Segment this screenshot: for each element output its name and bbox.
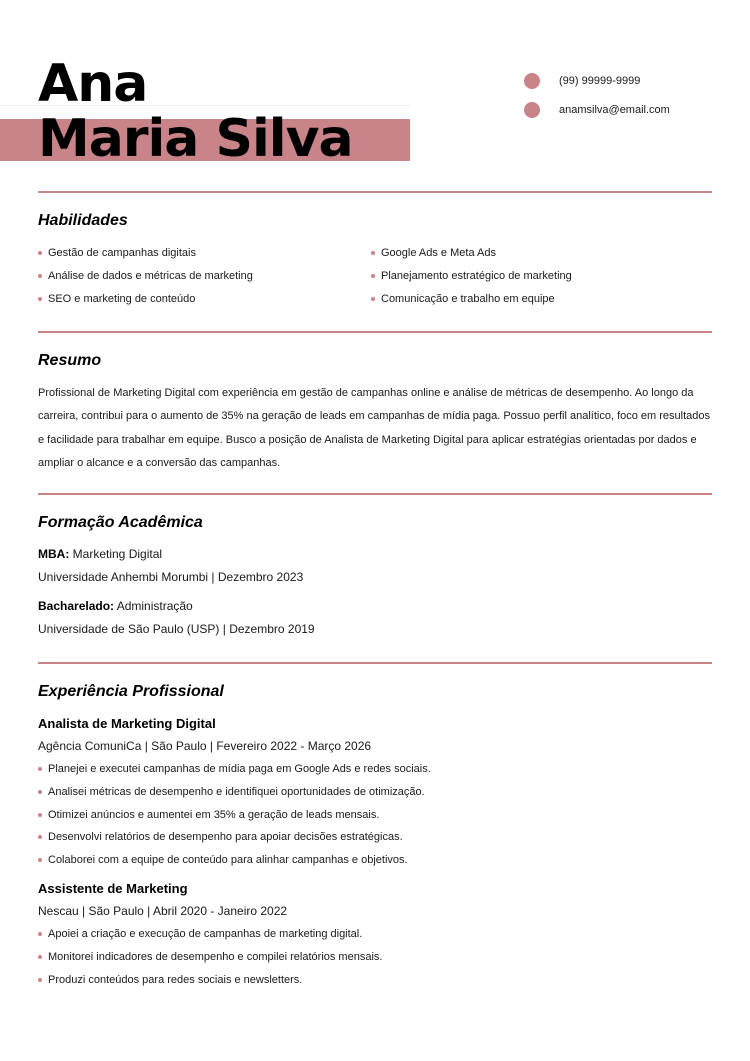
job-bullets — [38, 923, 712, 991]
education-title: Formação Acadêmica — [38, 514, 203, 531]
job-meta: Nescau | São Paulo | Abril 2020 - Janeiro 2022 — [38, 904, 288, 918]
bullet-icon — [38, 835, 42, 839]
list-item: Apoiei a criação e execução de campanhas de marketing digital. — [38, 923, 712, 946]
last-name: Maria Silva — [38, 109, 353, 169]
degree: MBA: Marketing Digital — [38, 547, 163, 561]
bullet-icon — [38, 955, 42, 959]
institution: Universidade de São Paulo (USP) | Dezembro 2019 — [38, 622, 315, 636]
skill-item: Google Ads e Meta Ads — [371, 244, 572, 267]
phone-text: (99) 99999-9999 — [559, 74, 641, 87]
skill-item: SEO e marketing de conteúdo — [38, 290, 253, 313]
job-title: Analista de Marketing Digital — [38, 716, 216, 731]
contact-email — [524, 95, 670, 124]
bullet-icon — [38, 297, 42, 301]
skills-column-left — [38, 244, 253, 313]
job-meta: Agência ComuniCa | São Paulo | Fevereiro 2022 - Março 2026 — [38, 739, 372, 753]
degree: Bacharelado: Administração — [38, 599, 193, 613]
list-item: Produzi conteúdos para redes sociais e newsletters. — [38, 969, 712, 992]
resume-header — [0, 0, 750, 190]
bullet-icon — [38, 932, 42, 936]
list-item: Analisei métricas de desempenho e identifiquei oportunidades de otimização. — [38, 781, 712, 804]
skills-title: Habilidades — [38, 212, 128, 229]
list-item: Colaborei com a equipe de conteúdo para alinhar campanhas e objetivos. — [38, 849, 712, 872]
job-entry — [38, 877, 712, 991]
summary-title: Resumo — [38, 352, 102, 369]
contact-info — [524, 66, 670, 124]
bullet-icon — [38, 813, 42, 817]
summary-text: Profissional de Marketing Digital com experiência em gestão de campanhas online e análise de métricas de desempenho. Ao longo da carreira, contribui para o aumento de 35% na geração de leads em campanhas de mídia paga. Possuo perfil analítico, foco em resultados e facilidade para trabalhar em equipe. Busco a posição de Analista de Marketing Digital para aplicar estratégias orientadas por dados e ampliar o alcance e a conversão das campanhas. — [38, 387, 711, 469]
bullet-icon — [371, 297, 375, 301]
contact-phone — [524, 66, 670, 95]
email-text: anamsilva@email.com — [559, 103, 670, 116]
job-bullets — [38, 758, 712, 872]
email-icon — [524, 102, 540, 118]
bullet-icon — [38, 978, 42, 982]
list-item: Otimizei anúncios e aumentei em 35% a geração de leads mensais. — [38, 804, 712, 827]
skills-column-right — [371, 244, 572, 313]
skill-item: Análise de dados e métricas de marketing — [38, 267, 253, 290]
bullet-icon — [38, 858, 42, 862]
skill-item: Gestão de campanhas digitais — [38, 244, 253, 267]
list-item: Desenvolvi relatórios de desempenho para apoiar decisões estratégicas. — [38, 826, 712, 849]
list-item: Monitorei indicadores de desempenho e compilei relatórios mensais. — [38, 946, 712, 969]
skill-item: Planejamento estratégico de marketing — [371, 267, 572, 290]
bullet-icon — [371, 251, 375, 255]
bullet-icon — [38, 251, 42, 255]
bullet-icon — [38, 274, 42, 278]
education-entry — [38, 543, 303, 589]
bullet-icon — [371, 274, 375, 278]
list-item: Planejei e executei campanhas de mídia paga em Google Ads e redes sociais. — [38, 758, 712, 781]
section-divider — [38, 191, 712, 193]
bullet-icon — [38, 790, 42, 794]
section-divider — [38, 662, 712, 664]
section-divider — [38, 493, 712, 495]
institution: Universidade Anhembi Morumbi | Dezembro 2023 — [38, 570, 304, 584]
experience-title: Experiência Profissional — [38, 683, 224, 700]
job-title: Assistente de Marketing — [38, 881, 188, 896]
job-entry — [38, 712, 712, 872]
first-name: Ana — [38, 54, 148, 114]
phone-icon — [524, 73, 540, 89]
education-entry — [38, 595, 315, 641]
skill-item: Comunicação e trabalho em equipe — [371, 290, 572, 313]
bullet-icon — [38, 767, 42, 771]
section-divider — [38, 331, 712, 333]
